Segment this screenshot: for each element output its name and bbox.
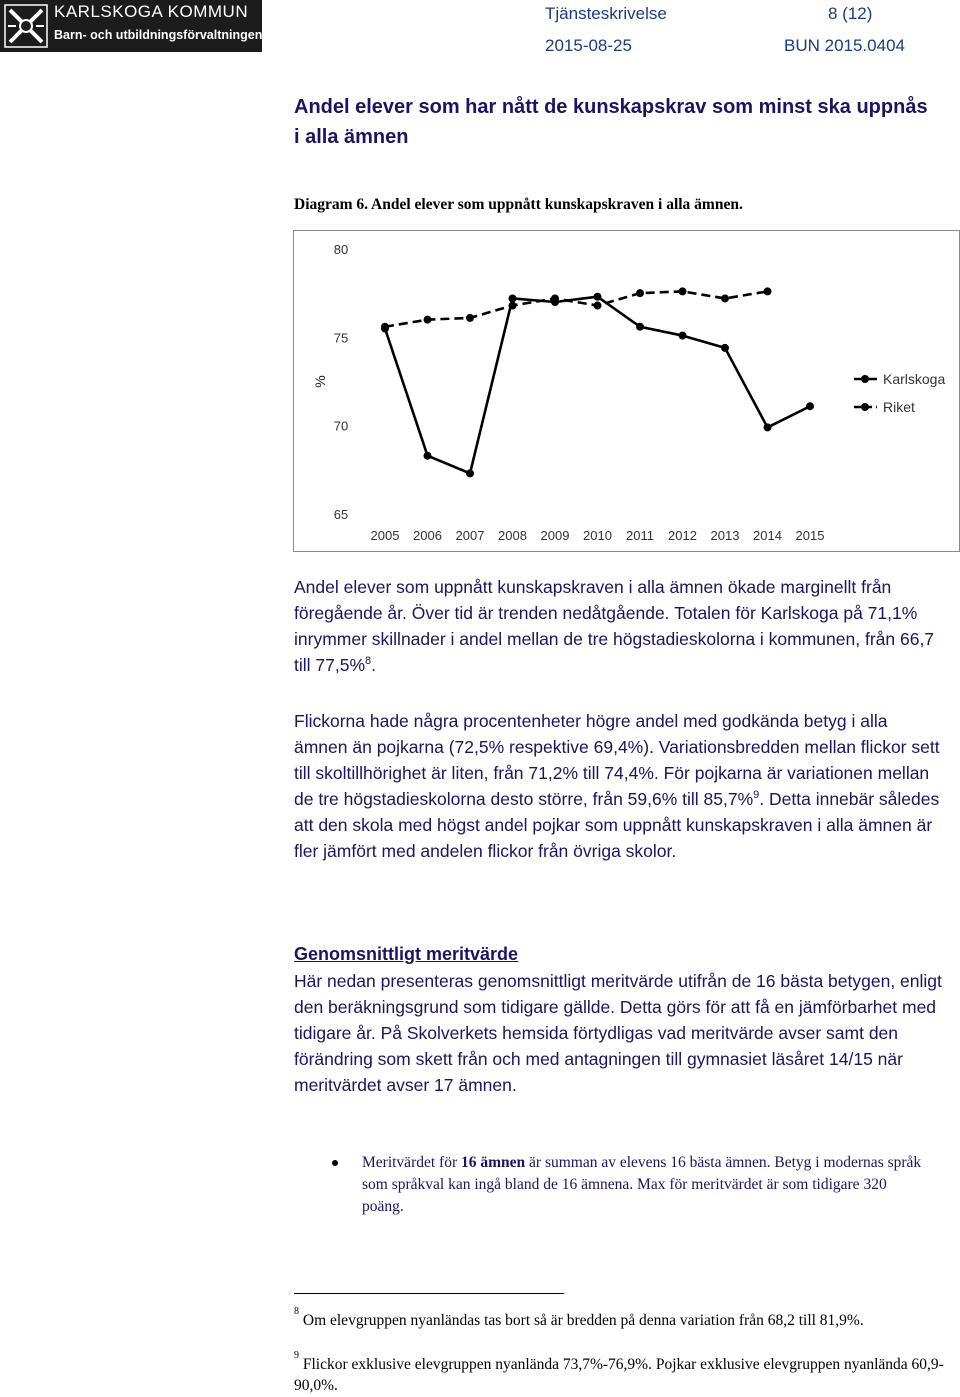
bullet-item: Meritvärdet för 16 ämnen är summan av elevens 16 bästa ämnen. Betyg i modernas språk som språkval kan ingå bland de 16 ämnena. Max för meritvärdet är som tidigare 320 poäng. xyxy=(362,1154,922,1215)
y-axis-label: % xyxy=(312,375,328,388)
x-tick-label: 2008 xyxy=(498,528,527,543)
data-point-karlskoga xyxy=(424,452,432,460)
data-point-karlskoga xyxy=(594,293,602,301)
x-tick-label: 2011 xyxy=(626,528,654,543)
x-tick-label: 2006 xyxy=(413,528,442,543)
data-point-riket xyxy=(381,323,389,331)
data-point-riket xyxy=(721,294,729,302)
data-point-karlskoga xyxy=(509,294,517,302)
data-point-karlskoga xyxy=(806,402,814,410)
series-line-karlskoga xyxy=(385,297,810,474)
x-tick-label: 2005 xyxy=(370,528,400,543)
x-tick-label: 2014 xyxy=(753,528,782,543)
data-point-riket xyxy=(551,294,559,302)
subheading-merit: Genomsnittligt meritvärde xyxy=(294,944,519,964)
data-point-riket xyxy=(636,289,644,297)
paragraph-merit: Här nedan presenteras genomsnittligt meritvärde utifrån de 16 bästa betygen, enligt den beräkningsgrund som tidigare gällde. Detta görs för att få en jämförbarhet med tidigare år. På Skolverkets hemsida förtydligas vad meritvärde avser samt den förändring som skett från och med antagningen till gymnasiet läsåret 14/15 när meritvärdet avser 17 ämnen. xyxy=(294,971,942,1095)
series-line-riket xyxy=(385,291,768,326)
footnote-8: $^8$ Om elevgruppen nyanländas tas bort så är bredden på denna variation från 68,2 till 81,9%. xyxy=(294,1306,864,1329)
section-heading: Andel elever som har nått de kunskapskrav som minst ska uppnås i alla ämnen xyxy=(294,96,928,148)
data-point-riket xyxy=(466,314,474,322)
footnote-ref-9: 9 xyxy=(753,789,760,802)
x-tick-label: 2015 xyxy=(795,528,825,543)
document-date: 2015-08-25 xyxy=(545,36,632,55)
footnote-9: $^9$ Flickor exklusive elevgruppen nyanlända 73,7%-76,9%. Pojkar exklusive elevgruppen nyanlända 60,9-90,0%. xyxy=(294,1350,944,1394)
data-point-karlskoga xyxy=(721,344,729,352)
bullet-icon xyxy=(332,1160,338,1166)
y-tick-label: 75 xyxy=(333,330,349,346)
data-point-riket xyxy=(424,316,432,324)
document-type: Tjänsteskrivelse xyxy=(545,4,667,23)
x-tick-label: 2012 xyxy=(668,528,697,543)
data-point-riket xyxy=(594,302,602,310)
data-point-karlskoga xyxy=(679,332,687,340)
page-number: 8 (12) xyxy=(828,4,873,23)
municipality-logo-banner xyxy=(0,0,262,52)
coat-of-arms-icon xyxy=(4,4,48,48)
legend-label-karlskoga: Karlskoga xyxy=(883,371,946,387)
department-name: Barn- och utbildningsförvaltningen xyxy=(54,28,263,42)
diagram-caption: Diagram 6. Andel elever som uppnått kunskapskraven i alla ämnen. xyxy=(294,196,743,213)
data-point-riket xyxy=(509,302,517,310)
legend-label-riket: Riket xyxy=(883,399,915,415)
paragraph-gender: Flickorna hade några procentenheter högre andel med godkända betyg i alla ämnen än pojkarna (72,5% respektive 69,4%). Variationsbredden mellan flickor sett till skoltillhörighet är liten, från 71,2% till 74,4%. För pojkarna är variationen mellan de tre högstadieskolorna desto större, från 59,6% till 85,7%$^9$. Detta innebär således att den skola med högst andel pojkar som uppnått kunskapskraven i alla ämnen är fler jämfört med andelen flickor från övriga skolor. xyxy=(294,711,940,861)
x-tick-label: 2013 xyxy=(710,528,740,543)
data-point-karlskoga xyxy=(636,323,644,331)
x-tick-label: 2009 xyxy=(540,528,570,543)
data-point-karlskoga xyxy=(466,469,474,477)
x-tick-label: 2007 xyxy=(455,528,485,543)
y-tick-label: 70 xyxy=(333,418,349,434)
data-point-karlskoga xyxy=(764,423,772,431)
organization-name: KARLSKOGA KOMMUN xyxy=(54,2,249,21)
line-chart xyxy=(293,230,960,552)
x-tick-label: 2010 xyxy=(583,528,612,543)
document-reference: BUN 2015.0404 xyxy=(784,36,905,55)
y-tick-label: 80 xyxy=(333,242,349,257)
y-tick-label: 65 xyxy=(333,507,349,522)
data-point-riket xyxy=(679,287,687,295)
footnote-ref-8: 8 xyxy=(365,655,372,668)
data-point-riket xyxy=(764,287,772,295)
legend-marker-riket xyxy=(861,403,869,411)
paragraph-trend: Andel elever som uppnått kunskapskraven i alla ämnen ökade marginellt från föregående år. Över tid är trenden nedåtgående. Totalen för Karlskoga på 71,1% inrymmer skillnader i andel mellan de tre högstadieskolorna i kommunen, från 66,7 till 77,5%$^8$. xyxy=(294,577,935,675)
legend-marker-karlskoga xyxy=(861,375,869,383)
footnote-separator xyxy=(294,1293,564,1294)
